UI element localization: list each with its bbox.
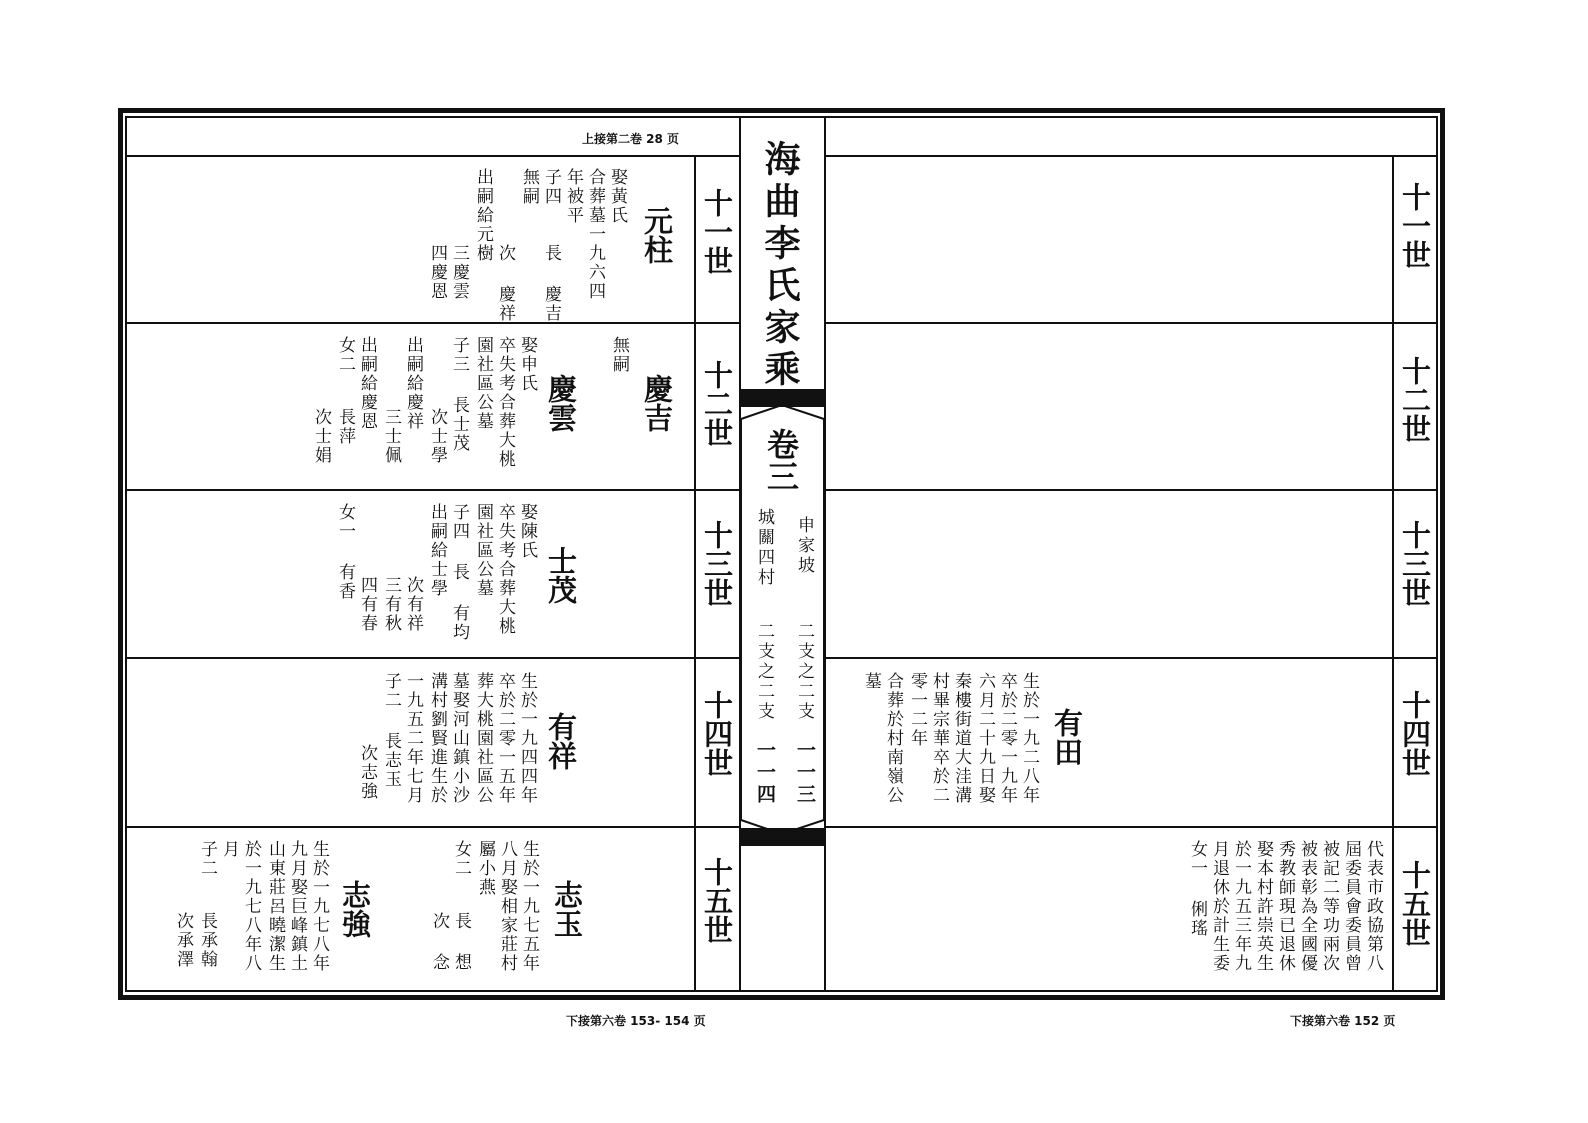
record-line: 生於一九七八年 bbox=[309, 840, 329, 973]
record-line: 被記二等功兩次 bbox=[1319, 840, 1339, 973]
record-line: 零一二年 bbox=[907, 672, 927, 748]
record-line: 一九五二年七月 bbox=[403, 672, 423, 805]
header-rule-left bbox=[127, 155, 739, 157]
record-line: 生於一九四四年 bbox=[517, 672, 537, 805]
volume-label: 卷三 bbox=[762, 428, 800, 492]
record-line: 次承澤 bbox=[173, 912, 193, 969]
record-line: 四慶恩 bbox=[427, 244, 447, 301]
record-line: 月退休於計生委 bbox=[1209, 840, 1229, 973]
header-rule-right bbox=[826, 155, 1437, 157]
row-rule bbox=[826, 489, 1437, 491]
record-line: 娶黃氏 bbox=[607, 168, 627, 225]
record-line: 被表彰為全國優 bbox=[1297, 840, 1317, 973]
record-line: 出嗣給慶恩 bbox=[357, 336, 377, 431]
record-line: 女一 俐瑤 bbox=[1187, 840, 1207, 938]
record-line: 九月娶巨峰鎮土 bbox=[287, 840, 307, 973]
record-line: 無嗣 bbox=[609, 336, 629, 374]
record-line: 墓娶河山鎮小沙 bbox=[449, 672, 469, 805]
record-line: 墓 bbox=[861, 672, 881, 691]
record-line: 次士學 bbox=[427, 408, 447, 465]
book-title: 海曲李氏家乘 bbox=[759, 140, 801, 392]
row-rule bbox=[127, 826, 739, 828]
record-line: 娶申氏 bbox=[517, 336, 537, 393]
record-line: 三慶雲 bbox=[449, 244, 469, 301]
record-line: 代表市政協第八 bbox=[1363, 840, 1383, 973]
generation-label: 十四世 bbox=[1398, 690, 1432, 777]
record-line: 女一 有香 bbox=[335, 503, 355, 601]
record-line: 園社區公墓 bbox=[473, 503, 493, 598]
record-line: 於一九五三年九 bbox=[1231, 840, 1251, 973]
record-line: 合葬於村南嶺公 bbox=[883, 672, 903, 805]
record-line: 四有春 bbox=[357, 576, 377, 633]
row-rule bbox=[127, 322, 739, 324]
record-line: 子三 長士茂 bbox=[449, 336, 469, 453]
row-rule bbox=[127, 657, 739, 659]
record-line: 出嗣給元樹 bbox=[473, 168, 493, 263]
generation-label: 十一世 bbox=[1398, 182, 1432, 269]
person-name: 慶雲 bbox=[544, 374, 578, 432]
record-line: 無嗣 bbox=[519, 168, 539, 206]
generation-label: 十五世 bbox=[700, 857, 734, 944]
gen-column-rule-right bbox=[1392, 155, 1394, 991]
record-line: 葬大桃園社區公 bbox=[473, 672, 493, 805]
record-line: 出嗣給慶祥 bbox=[403, 336, 423, 431]
record-line: 年被平 bbox=[563, 168, 583, 225]
record-line: 生於一九七五年 bbox=[519, 840, 539, 973]
record-line: 三有秋 bbox=[381, 576, 401, 633]
gen-column-rule-left bbox=[694, 155, 696, 991]
record-line: 次志強 bbox=[357, 744, 377, 801]
generation-label: 十四世 bbox=[700, 690, 734, 777]
person-name: 慶吉 bbox=[640, 374, 674, 432]
footer-note-right: 下接第六卷 152 页 bbox=[1290, 1014, 1396, 1028]
record-line: 八月娶相家莊村 bbox=[497, 840, 517, 973]
branch-1-number: 一一三 bbox=[794, 740, 816, 806]
person-name: 元柱 bbox=[640, 206, 674, 264]
record-line: 卒於二零一九年 bbox=[997, 672, 1017, 805]
branch-1-sub: 二支之二支 bbox=[794, 622, 814, 722]
record-line: 長 慶吉 bbox=[541, 244, 561, 323]
record-line: 六月二十九日娶 bbox=[975, 672, 995, 805]
branch-1-place: 申家坡 bbox=[794, 516, 814, 576]
record-line: 子四 長 有均 bbox=[449, 503, 469, 642]
record-line: 月 bbox=[219, 840, 239, 859]
record-line: 子二 長志玉 bbox=[381, 672, 401, 789]
record-line: 生於一九二八年 bbox=[1019, 672, 1039, 805]
record-line: 次 念 bbox=[429, 912, 449, 972]
record-line: 子四 bbox=[541, 168, 561, 206]
record-line: 娶本村許崇英生 bbox=[1253, 840, 1273, 973]
generation-label: 十五世 bbox=[1398, 860, 1432, 947]
footer-note-left: 下接第六卷 153- 154 页 bbox=[566, 1014, 706, 1028]
record-line: 卒於二零一五年 bbox=[495, 672, 515, 805]
record-line: 三士佩 bbox=[381, 408, 401, 465]
record-line: 女二 bbox=[335, 336, 355, 374]
row-rule bbox=[127, 489, 739, 491]
generation-label: 十三世 bbox=[1398, 520, 1432, 607]
record-line: 女二 bbox=[451, 840, 471, 878]
row-rule bbox=[826, 322, 1437, 324]
record-line: 出嗣給士學 bbox=[427, 503, 447, 598]
record-line: 次 慶祥 bbox=[495, 244, 515, 323]
record-line: 次士娟 bbox=[311, 408, 331, 465]
person-name: 士茂 bbox=[544, 546, 578, 604]
person-name: 有田 bbox=[1050, 708, 1084, 766]
generation-label: 十一世 bbox=[700, 188, 734, 275]
branch-2-place: 城關四村 bbox=[754, 508, 774, 588]
record-line: 於一九七八年八 bbox=[241, 840, 261, 973]
person-name: 有祥 bbox=[544, 712, 578, 770]
generation-label: 十三世 bbox=[700, 520, 734, 607]
generation-label: 十二世 bbox=[1398, 356, 1432, 443]
row-rule bbox=[826, 826, 1437, 828]
row-rule bbox=[826, 657, 1437, 659]
record-line: 園社區公墓 bbox=[473, 336, 493, 431]
person-name: 志強 bbox=[338, 880, 372, 938]
record-line: 山東莊呂曉潔生 bbox=[265, 840, 285, 973]
header-note: 上接第二卷 28 页 bbox=[582, 132, 680, 146]
record-line: 長承翰 bbox=[197, 912, 217, 969]
record-line: 次有祥 bbox=[403, 576, 423, 633]
record-line: 子二 bbox=[197, 840, 217, 878]
record-line: 娶陳氏 bbox=[517, 503, 537, 560]
record-line: 卒失考合葬大桃 bbox=[495, 336, 515, 469]
record-line: 秀教師現已退休 bbox=[1275, 840, 1295, 973]
record-line: 長 想 bbox=[451, 912, 471, 972]
branch-2-number: 一一四 bbox=[754, 740, 776, 806]
record-line: 屆委員會委員曾 bbox=[1341, 840, 1361, 973]
record-line: 屬小燕 bbox=[475, 840, 495, 897]
person-name: 志玉 bbox=[550, 880, 584, 938]
branch-2-sub: 二支之二支 bbox=[754, 622, 774, 722]
record-line: 溝村劉賢進生於 bbox=[427, 672, 447, 805]
record-line: 卒失考合葬大桃 bbox=[495, 503, 515, 636]
record-line: 秦樓街道大洼溝 bbox=[951, 672, 971, 805]
generation-label: 十二世 bbox=[700, 360, 734, 447]
record-line: 合葬墓一九六四 bbox=[585, 168, 605, 301]
record-line: 村畢宗華卒於二 bbox=[929, 672, 949, 805]
record-line: 長萍 bbox=[335, 408, 355, 446]
